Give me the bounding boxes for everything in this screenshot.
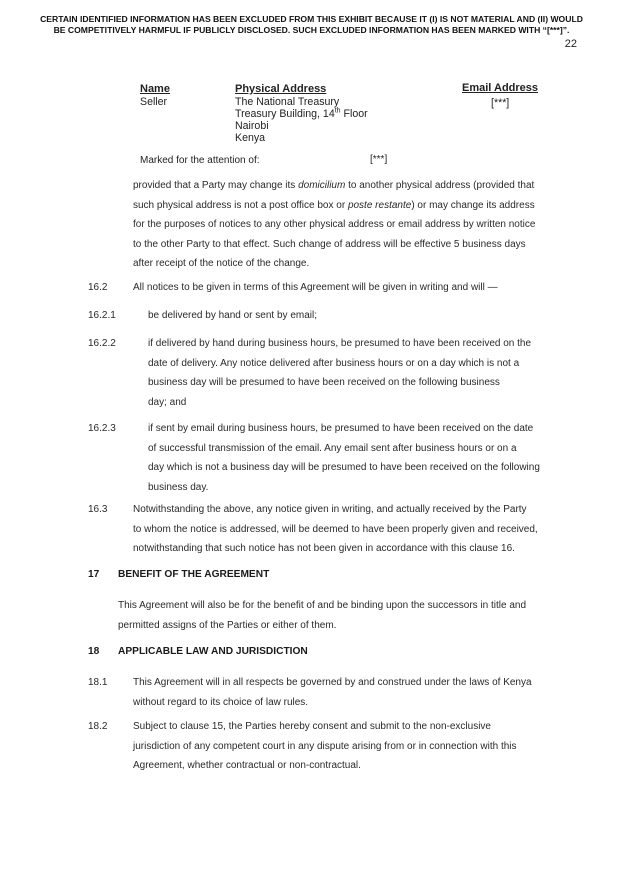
clause-17-heading: BENEFIT OF THE AGREEMENT xyxy=(118,569,270,580)
column-header-email-address: Email Address xyxy=(462,82,539,94)
column-header-name: Name xyxy=(140,83,170,95)
clause-16-3-text: Notwithstanding the above, any notice given in writing, and actually received by the Party to whom the notice is addressed, will be deemed to have been properly given and received, notwithstanding that such notice has not been given in accordance with this clause 16. xyxy=(133,504,538,555)
attention-value: [***] xyxy=(370,154,388,165)
clause-number-16-2-2: 16.2.2 xyxy=(88,338,116,349)
clause-16-2-text: All notices to be given in terms of this Agreement will be given in writing and will — xyxy=(133,282,498,293)
confidentiality-disclaimer xyxy=(20,14,603,35)
clause-number-16-2-3: 16.2.3 xyxy=(88,423,116,434)
column-header-physical-address: Physical Address xyxy=(235,83,327,95)
clause-16-2-3-text: if sent by email during business hours, be presumed to have been received on the date of successful transmission of the email. Any email sent after business hours or on a day which is not a business day will be presumed to have been received on the following business day. xyxy=(148,423,540,493)
domicilium-paragraph: provided that a Party may change its domicilium to another physical address (provided that such physical address is not a post office box or poste restante) or may change its address for the purposes of notices to any other physical address or email address by written notice to the other Party to that effect. Such change of address will be effective 5 business days after receipt of the notice of the change. xyxy=(133,180,536,270)
address-line-2: Treasury Building, 14th Floor xyxy=(235,107,368,120)
address-line-4: Kenya xyxy=(235,132,266,144)
clause-17-text: This Agreement will also be for the benefit of and be binding upon the successors in title and permitted assigns of the Parties or either of them. xyxy=(118,600,527,631)
attention-label: Marked for the attention of: xyxy=(140,155,260,166)
disclaimer-line-2: BE COMPETITIVELY HARMFUL IF PUBLICLY DISCLOSED. SUCH EXCLUDED INFORMATION HAS BEEN MARKED WITH “[***]”. xyxy=(53,24,570,35)
clause-18-2-text: Subject to clause 15, the Parties hereby consent and submit to the non-exclusive jurisdiction of any competent court in any dispute arising from or in connection with this Agreement, whether contractual or non-contractual. xyxy=(133,721,517,772)
clause-number-18: 18 xyxy=(88,646,100,657)
address-line-1: The National Treasury xyxy=(235,96,340,108)
clause-18-1-text: This Agreement will in all respects be governed by and construed under the laws of Kenya without regard to its choice of law rules. xyxy=(133,677,532,708)
address-line-3: Nairobi xyxy=(235,120,269,132)
clause-number-16-2-1: 16.2.1 xyxy=(88,310,116,321)
clause-number-18-1: 18.1 xyxy=(88,677,108,688)
physical-address xyxy=(235,96,368,144)
clause-18-heading: APPLICABLE LAW AND JURISDICTION xyxy=(118,646,308,657)
email-address: [***] xyxy=(491,97,510,109)
disclaimer-line-1: CERTAIN IDENTIFIED INFORMATION HAS BEEN EXCLUDED FROM THIS EXHIBIT BECAUSE IT (I) IS NOT MATERIAL AND (II) WOULD xyxy=(40,14,583,24)
party-name: Seller xyxy=(140,96,168,108)
clause-number-16-2: 16.2 xyxy=(88,282,108,293)
clause-number-18-2: 18.2 xyxy=(88,721,108,732)
page-number: 22 xyxy=(564,38,577,50)
clause-number-17: 17 xyxy=(88,569,100,580)
clause-number-16-3: 16.3 xyxy=(88,504,108,515)
clause-16-2-1-text: be delivered by hand or sent by email; xyxy=(148,310,317,321)
clause-16-2-2-text: if delivered by hand during business hours, be presumed to have been received on the date of delivery. Any notice delivered after business hours or on a day which is not a business day will be presumed to have been received on the following business day; and xyxy=(148,338,532,408)
